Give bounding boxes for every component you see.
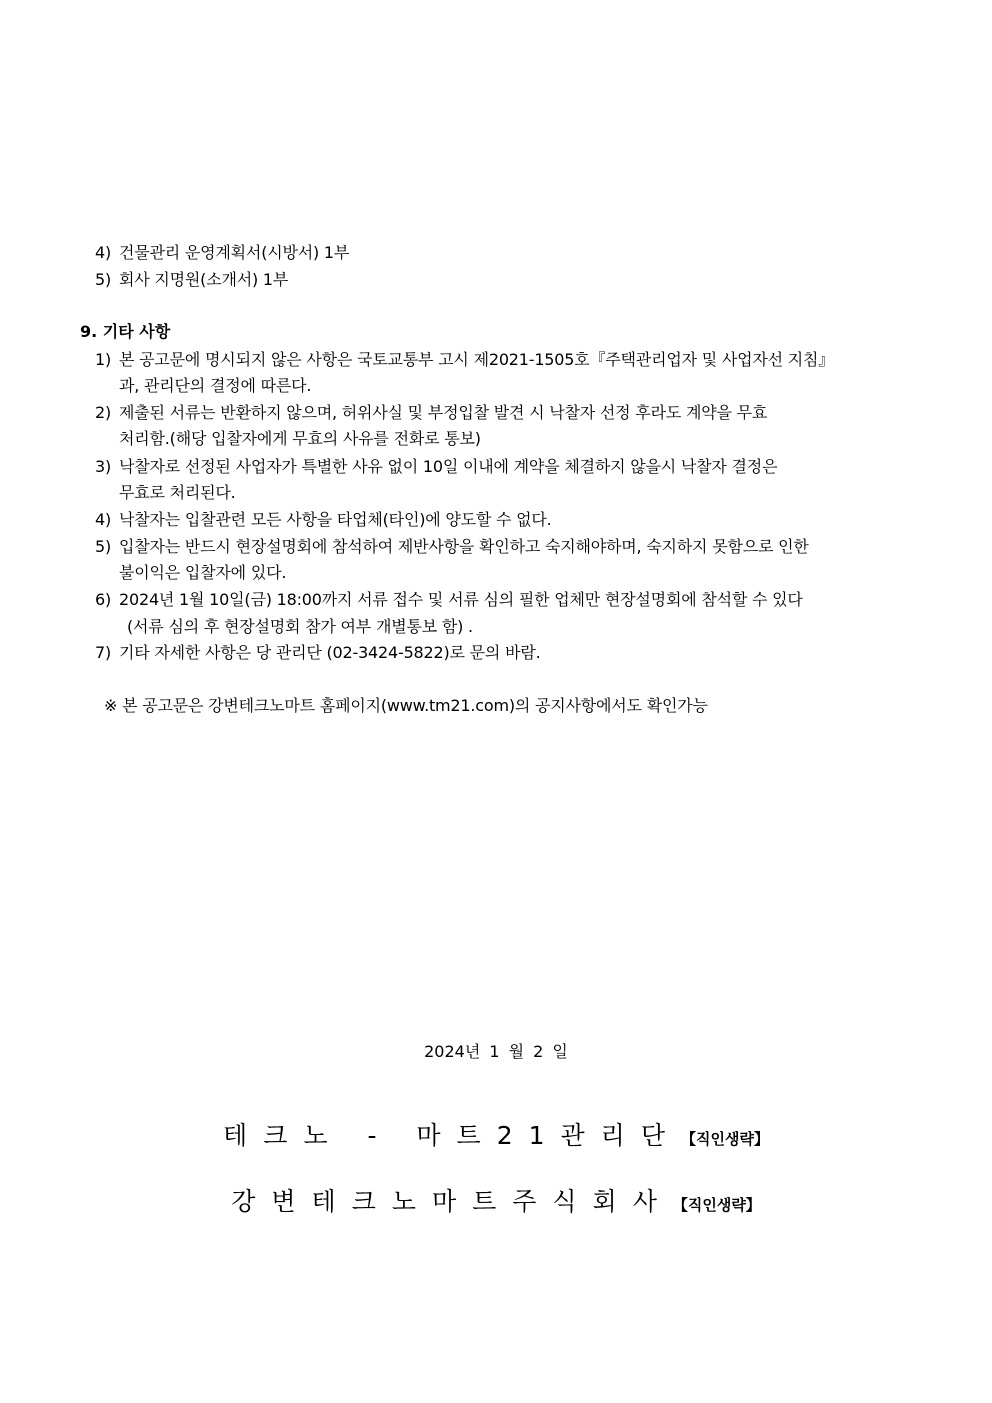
item-number: 1) bbox=[95, 350, 112, 369]
item-continuation: 처리함.(해당 입찰자에게 무효의 사유를 전화로 통보) bbox=[119, 429, 481, 448]
signature-block bbox=[0, 1119, 992, 1156]
signatory-name: 강변테크노마트주식회사 bbox=[231, 1187, 673, 1216]
item-text: 회사 지명원(소개서) 1부 bbox=[119, 270, 289, 289]
item-continuation: (서류 심의 후 현장설명회 참가 여부 개별통보 함) . bbox=[127, 617, 473, 636]
item-text: 2024년 1월 10일(금) 18:00까지 서류 접수 및 서류 심의 필한 업체만 현장설명회에 참석할 수 있다 bbox=[119, 590, 803, 609]
list-item bbox=[95, 642, 540, 664]
section-heading: 9. 기타 사항 bbox=[80, 322, 171, 341]
item-text: 건물관리 운영계획서(시방서) 1부 bbox=[119, 243, 350, 262]
list-item bbox=[95, 589, 803, 611]
list-item bbox=[95, 536, 809, 558]
seal-omitted-label: 【직인생략】 bbox=[680, 1130, 769, 1148]
list-item bbox=[95, 456, 777, 478]
list-item bbox=[95, 509, 552, 531]
list-item bbox=[95, 402, 767, 424]
item-number: 7) bbox=[95, 643, 112, 662]
item-continuation: 불이익은 입찰자에 있다. bbox=[119, 563, 287, 582]
list-item bbox=[95, 349, 834, 371]
submit-item bbox=[95, 269, 288, 291]
item-number: 2) bbox=[95, 403, 112, 422]
signature-block bbox=[0, 1185, 992, 1222]
item-text: 본 공고문에 명시되지 않은 사항은 국토교통부 고시 제2021-1505호『주택관리업자 및 사업자선 지침』 bbox=[119, 350, 835, 369]
submit-item bbox=[95, 242, 349, 264]
notice-note: ※ 본 공고문은 강변테크노마트 홈페이지(www.tm21.com)의 공지사항에서도 확인가능 bbox=[104, 696, 708, 715]
item-number: 4) bbox=[95, 510, 112, 529]
item-text: 낙찰자로 선정된 사업자가 특별한 사유 없이 10일 이내에 계약을 체결하지 않을시 낙찰자 결정은 bbox=[119, 457, 778, 476]
item-number: 3) bbox=[95, 457, 112, 476]
signatory-name: 테크노 - 마트21관리단 bbox=[223, 1121, 681, 1150]
item-continuation: 무효로 처리된다. bbox=[119, 483, 236, 502]
item-text: 제출된 서류는 반환하지 않으며, 허위사실 및 부정입찰 발견 시 낙찰자 선정 후라도 계약을 무효 bbox=[119, 403, 768, 422]
item-continuation: 과, 관리단의 결정에 따른다. bbox=[119, 376, 312, 395]
item-number: 4) bbox=[95, 243, 112, 262]
item-number: 6) bbox=[95, 590, 112, 609]
item-number: 5) bbox=[95, 537, 112, 556]
item-number: 5) bbox=[95, 270, 112, 289]
item-text: 낙찰자는 입찰관련 모든 사항을 타업체(타인)에 양도할 수 없다. bbox=[119, 510, 552, 529]
document-date: 2024년 1 월 2 일 bbox=[424, 1042, 568, 1061]
item-text: 기타 자세한 사항은 당 관리단 (02-3424-5822)로 문의 바람. bbox=[119, 643, 541, 662]
item-text: 입찰자는 반드시 현장설명회에 참석하여 제반사항을 확인하고 숙지해야하며, 숙지하지 못함으로 인한 bbox=[119, 537, 809, 556]
seal-omitted-label: 【직인생략】 bbox=[672, 1196, 761, 1214]
